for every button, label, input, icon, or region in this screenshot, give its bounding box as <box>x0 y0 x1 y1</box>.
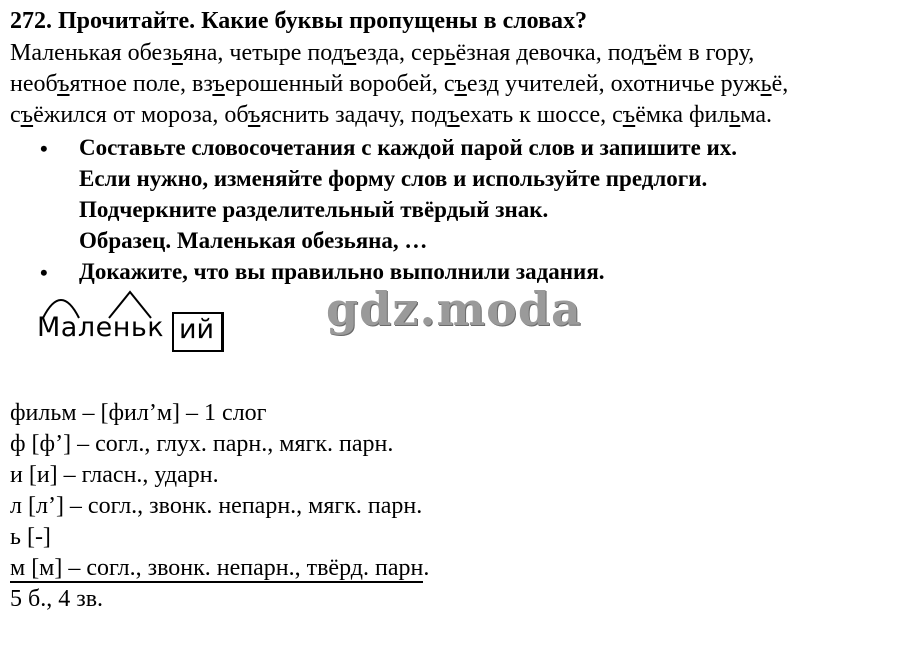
exercise-text-line-1 <box>10 38 754 69</box>
exercise-text-line-2 <box>10 69 788 100</box>
missing-letter: ъ <box>454 71 467 97</box>
task-line-4: Образец. Маленькая обезьяна, … <box>79 228 428 253</box>
bullet-marker: • <box>40 260 48 285</box>
phonetic-summary: 5 б., 4 зв. <box>10 586 104 612</box>
word-ending: ий <box>179 314 215 345</box>
exercise-title: 272. Прочитайте. Какие буквы пропущены в словах? <box>10 8 588 34</box>
phonetic-row: и [и] – гласн., ударн. <box>10 462 219 488</box>
missing-letter: ъ <box>20 102 34 128</box>
missing-letter: ъ <box>644 40 657 66</box>
task-line-1: Составьте словосочетания с каждой парой слов и запишите их. <box>79 135 738 160</box>
text-fragment: ёмка фил <box>635 102 730 128</box>
text-fragment: езда, сер <box>356 40 445 66</box>
missing-letter: ъ <box>447 102 460 128</box>
missing-letter: ъ <box>343 40 357 66</box>
text-fragment: с <box>10 102 21 128</box>
word-morpheme-diagram <box>33 286 233 366</box>
trailing-period: . <box>423 555 430 581</box>
exercise-text-line-3 <box>10 100 772 131</box>
missing-letter: ь <box>760 71 772 97</box>
text-fragment: ёзная девочка, под <box>455 40 645 66</box>
phonetic-row: ф [ф’] – согл., глух. парн., мягк. парн. <box>10 431 394 457</box>
missing-letter: ъ <box>212 71 225 97</box>
missing-letter: ъ <box>247 102 261 128</box>
task-line-2: Если нужно, изменяйте форму слов и используйте предлоги. <box>79 166 708 191</box>
text-fragment: езд учителей, охотничье руж <box>466 71 761 97</box>
text-fragment: ё, <box>771 71 789 97</box>
text-fragment: ём в гору, <box>656 40 755 66</box>
phonetic-header: фильм – [фил’м] – 1 слог <box>10 400 267 426</box>
task-line-3: Подчеркните разделительный твёрдый знак. <box>79 197 549 222</box>
missing-letter: ъ <box>622 102 636 128</box>
phonetic-row: л [л’] – согл., звонк. непарн., мягк. парн. <box>10 493 423 519</box>
text-fragment: ерошенный воробей, с <box>224 71 455 97</box>
text-fragment: ятное поле, вз <box>69 71 213 97</box>
text-fragment: необ <box>10 71 58 97</box>
text-fragment: ёжился от мороза, об <box>33 102 248 128</box>
missing-letter: ь <box>729 102 741 128</box>
watermark-logo: gdz.moda <box>326 282 582 336</box>
missing-letter: ь <box>444 40 456 66</box>
underlined-text: м [м] – согл., звонк. непарн., твёрд. парн <box>10 555 424 581</box>
word-stem: Маленьк <box>37 312 165 343</box>
text-fragment: яснить задачу, под <box>260 102 448 128</box>
text-fragment: яна, четыре под <box>182 40 344 66</box>
text-fragment: Маленькая обез <box>10 40 172 66</box>
text-fragment: ма. <box>740 102 773 128</box>
phonetic-row-underlined <box>10 553 429 584</box>
phonetic-row: ь [-] <box>10 524 51 550</box>
task-line-5: Докажите, что вы правильно выполнили задания. <box>79 259 605 284</box>
text-fragment: ехать к шоссе, с <box>459 102 623 128</box>
bullet-marker: • <box>40 136 48 161</box>
missing-letter: ь <box>171 40 183 66</box>
missing-letter: ъ <box>57 71 70 97</box>
